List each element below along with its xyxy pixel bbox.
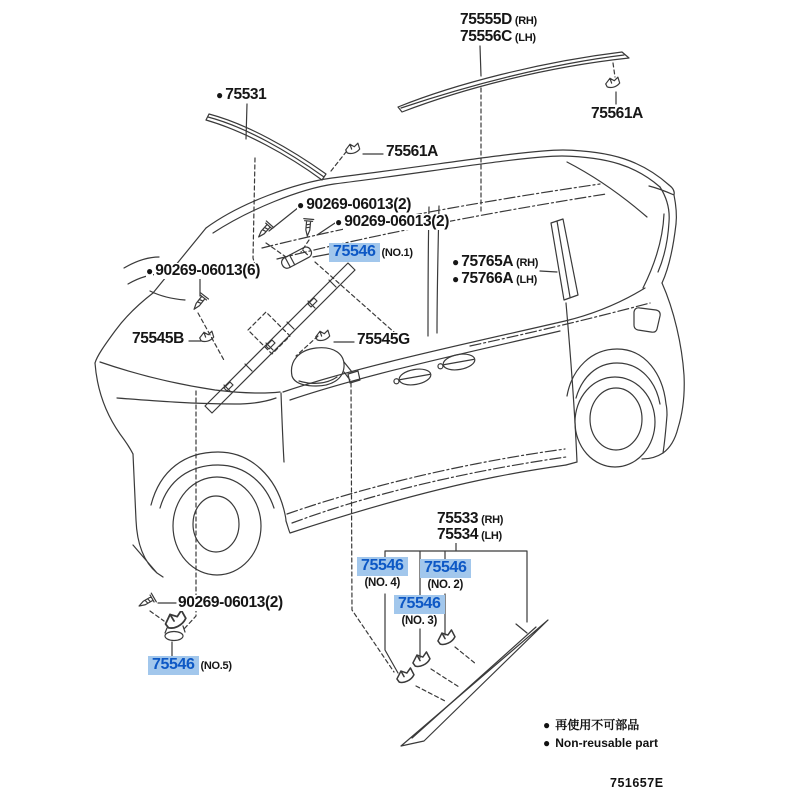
part-label-sfx: (LH)	[516, 274, 537, 286]
part-label-sub: (NO. 4)	[364, 576, 401, 589]
part-label-num: 75545B	[132, 330, 184, 347]
part-label-75556c-lh	[459, 29, 536, 45]
part-label-num: 90269-06013(2)	[306, 196, 411, 213]
part-label-75531	[216, 87, 267, 103]
part-label-75766a-lh	[452, 271, 537, 287]
part-label-sfx: (NO.1)	[381, 247, 413, 259]
part-label-num: 75546	[329, 243, 380, 262]
part-label-num: 90269-06013(2)	[344, 213, 449, 230]
part-label-bullet: ●	[335, 215, 343, 229]
part-label-sub: (NO. 3)	[401, 614, 438, 627]
part-label-90269-06013-6	[146, 263, 261, 279]
legend-text-jp: 再使用不可部品	[555, 718, 640, 732]
part-label-num: 75555D	[460, 11, 512, 28]
part-label-sfx: (LH)	[481, 530, 502, 542]
part-label-sfx: (RH)	[516, 257, 539, 269]
part-label-num: 75545G	[357, 331, 410, 348]
part-label-90269-06013-2-b	[335, 214, 450, 230]
part-label-75555d-rh	[459, 12, 537, 28]
part-label-num: 75546	[148, 656, 199, 675]
part-label-bullet: ●	[146, 264, 154, 278]
part-label-75546-no5[interactable]	[148, 656, 232, 675]
part-label-num: 75546	[357, 557, 408, 576]
diagram-code: 751657E	[610, 776, 664, 790]
part-label-num: 75561A	[386, 143, 438, 160]
part-label-num: 75556C	[460, 28, 512, 45]
legend	[543, 716, 658, 752]
part-label-num: 75561A	[591, 105, 643, 122]
part-label-sfx: (LH)	[514, 32, 536, 44]
part-label-num: 75765A	[461, 253, 514, 270]
part-label-75546-no1[interactable]	[329, 243, 413, 262]
legend-line-jp	[543, 716, 658, 734]
part-label-75546-no3[interactable]	[394, 595, 445, 627]
part-label-num: 75546	[420, 559, 471, 578]
part-label-75546-no2[interactable]	[420, 559, 471, 591]
part-label-75546-no4[interactable]	[357, 557, 408, 589]
part-label-sub: (NO. 2)	[427, 578, 464, 591]
part-label-75561a-left	[385, 144, 439, 160]
part-label-num: 75533	[437, 510, 479, 527]
part-label-75533-rh	[436, 511, 503, 527]
part-label-bullet: ●	[452, 272, 460, 286]
part-label-num: 90269-06013(6)	[155, 262, 260, 279]
non-reusable-bullet-icon: ●	[543, 718, 551, 732]
legend-text-en: Non-reusable part	[555, 736, 658, 750]
part-label-num: 75766A	[461, 270, 514, 287]
part-label-bullet: ●	[452, 255, 460, 269]
legend-line-en	[543, 734, 658, 752]
part-label-90269-06013-2-c	[177, 595, 284, 611]
part-label-num: 90269-06013(2)	[178, 594, 283, 611]
part-label-75545b	[131, 331, 185, 347]
part-label-num: 75531	[225, 86, 267, 103]
part-label-sfx: (NO.5)	[200, 660, 232, 672]
non-reusable-bullet-icon: ●	[543, 736, 551, 750]
part-label-90269-06013-2-a	[297, 197, 412, 213]
part-label-num: 75534	[437, 526, 479, 543]
part-label-bullet: ●	[216, 88, 224, 102]
part-label-sfx: (RH)	[481, 514, 504, 526]
part-label-75545g	[356, 332, 411, 348]
part-label-75765a-rh	[452, 254, 538, 270]
part-label-bullet: ●	[297, 198, 305, 212]
part-label-75534-lh	[436, 527, 502, 543]
part-label-sfx: (RH)	[514, 15, 537, 27]
part-label-75561a-right	[590, 106, 644, 122]
part-label-num: 75546	[394, 595, 445, 614]
